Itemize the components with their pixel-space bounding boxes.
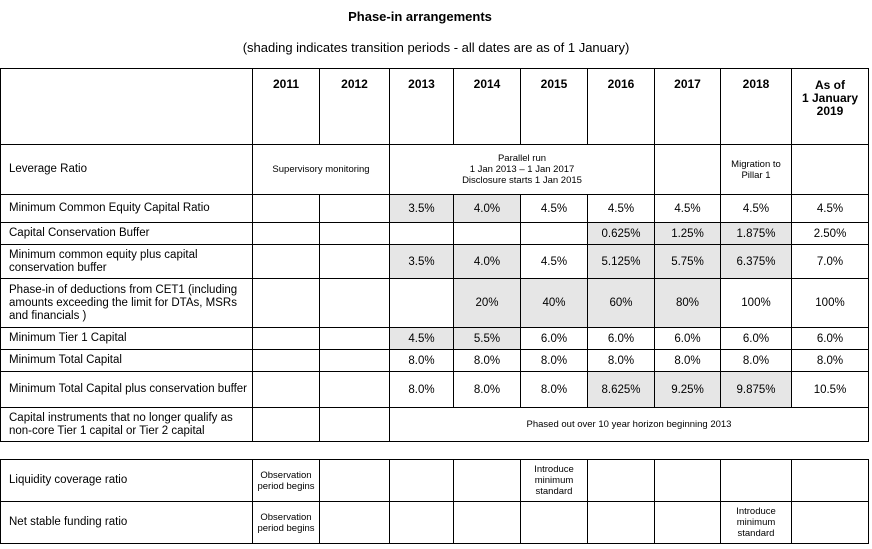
cell-empty xyxy=(320,372,390,408)
row-label: Minimum common equity plus capital conservation buffer xyxy=(1,245,253,279)
cell-empty xyxy=(792,145,869,195)
page-title: Phase-in arrangements xyxy=(348,9,492,24)
cell-value: 6.0% xyxy=(721,328,792,350)
cell-empty xyxy=(320,195,390,223)
cell-value: 10.5% xyxy=(792,372,869,408)
cell-empty xyxy=(320,502,390,544)
cell-empty xyxy=(320,328,390,350)
cell-empty xyxy=(320,460,390,502)
cell-value: 4.5% xyxy=(521,195,588,223)
cell-empty xyxy=(588,502,655,544)
col-2018: 2018 xyxy=(721,69,792,145)
cell-empty xyxy=(655,502,721,544)
cell-empty xyxy=(390,502,454,544)
cell-value: 4.5% xyxy=(390,328,454,350)
cell-value: 4.0% xyxy=(454,245,521,279)
row-label: Phase-in of deductions from CET1 (including amounts exceeding the limit for DTAs, MSRs and financials ) xyxy=(1,279,253,328)
cell-value: 4.5% xyxy=(588,195,655,223)
row-label: Liquidity coverage ratio xyxy=(1,460,253,502)
cell-value: 100% xyxy=(792,279,869,328)
cell-value: 1.875% xyxy=(721,223,792,245)
cell-empty xyxy=(253,279,320,328)
col-2012: 2012 xyxy=(320,69,390,145)
cell-empty xyxy=(253,372,320,408)
cell-empty xyxy=(390,279,454,328)
cell-value: 4.5% xyxy=(721,195,792,223)
liquidity-table xyxy=(0,459,869,544)
cell-empty xyxy=(320,245,390,279)
cell-value: 8.0% xyxy=(588,350,655,372)
migration-pillar1: Migration to Pillar 1 xyxy=(721,145,792,195)
cell-value: 8.625% xyxy=(588,372,655,408)
cell-empty xyxy=(253,223,320,245)
cell-value: 8.0% xyxy=(454,372,521,408)
cell-empty xyxy=(320,350,390,372)
cell-empty xyxy=(253,245,320,279)
col-2017: 2017 xyxy=(655,69,721,145)
cell-value: Introduce minimum standard xyxy=(721,502,792,544)
cell-value: 20% xyxy=(454,279,521,328)
cell-value: 9.25% xyxy=(655,372,721,408)
header-blank xyxy=(1,69,253,145)
cell-value: 8.0% xyxy=(454,350,521,372)
cell-empty xyxy=(521,223,588,245)
cell-value: 3.5% xyxy=(390,245,454,279)
col-2013: 2013 xyxy=(390,69,454,145)
row-label: Minimum Total Capital xyxy=(1,350,253,372)
cell-value: 6.0% xyxy=(792,328,869,350)
cell-empty xyxy=(655,460,721,502)
cell-value: 5.125% xyxy=(588,245,655,279)
row-label: Capital Conservation Buffer xyxy=(1,223,253,245)
cell-value: 9.875% xyxy=(721,372,792,408)
cell-value: 8.0% xyxy=(792,350,869,372)
cell-value: 6.0% xyxy=(655,328,721,350)
table-row xyxy=(1,195,869,223)
cell-value: 6.375% xyxy=(721,245,792,279)
table-row xyxy=(1,223,869,245)
cell-value: 4.0% xyxy=(454,195,521,223)
phase-in-table xyxy=(0,68,869,442)
header-row xyxy=(1,69,869,145)
row-label: Minimum Common Equity Capital Ratio xyxy=(1,195,253,223)
table-row xyxy=(1,328,869,350)
cell-value: 100% xyxy=(721,279,792,328)
cell-value: 6.0% xyxy=(521,328,588,350)
cell-value: 8.0% xyxy=(721,350,792,372)
supervisory-monitoring: Supervisory monitoring xyxy=(253,145,390,195)
col-2011: 2011 xyxy=(253,69,320,145)
cell-empty xyxy=(454,460,521,502)
cell-empty xyxy=(320,223,390,245)
cell-value: 80% xyxy=(655,279,721,328)
cell-empty xyxy=(454,223,521,245)
cell-value: 60% xyxy=(588,279,655,328)
cell-value: 1.25% xyxy=(655,223,721,245)
row-label: Minimum Total Capital plus conservation buffer xyxy=(1,372,253,408)
row-label: Capital instruments that no longer qualify as non-core Tier 1 capital or Tier 2 capital xyxy=(1,408,253,442)
cell-value: Introduce minimum standard xyxy=(521,460,588,502)
table-row xyxy=(1,372,869,408)
table-row xyxy=(1,279,869,328)
table-row xyxy=(1,502,869,544)
table-row xyxy=(1,408,869,442)
col-2014: 2014 xyxy=(454,69,521,145)
cell-value: 4.5% xyxy=(792,195,869,223)
cell-empty xyxy=(721,460,792,502)
cell-value: 8.0% xyxy=(521,372,588,408)
cell-value: 4.5% xyxy=(521,245,588,279)
cell-empty xyxy=(253,408,320,442)
table-row xyxy=(1,460,869,502)
cell-value: 6.0% xyxy=(588,328,655,350)
cell-empty xyxy=(792,460,869,502)
cell-value: 0.625% xyxy=(588,223,655,245)
row-label: Minimum Tier 1 Capital xyxy=(1,328,253,350)
cell-value: 2.50% xyxy=(792,223,869,245)
col-2016: 2016 xyxy=(588,69,655,145)
cell-value: 8.0% xyxy=(655,350,721,372)
col-2019: As of 1 January 2019 xyxy=(792,69,869,145)
cell-value: Observation period begins xyxy=(253,502,320,544)
col-2015: 2015 xyxy=(521,69,588,145)
cell-value: 8.0% xyxy=(390,372,454,408)
table-row xyxy=(1,245,869,279)
cell-empty xyxy=(390,223,454,245)
phased-out-note: Phased out over 10 year horizon beginning 2013 xyxy=(390,408,869,442)
table-row xyxy=(1,145,869,195)
cell-value: 8.0% xyxy=(390,350,454,372)
cell-empty xyxy=(320,279,390,328)
cell-empty xyxy=(454,502,521,544)
parallel-run: Parallel run 1 Jan 2013 – 1 Jan 2017 Disclosure starts 1 Jan 2015 xyxy=(390,145,655,195)
cell-value: 5.5% xyxy=(454,328,521,350)
cell-empty xyxy=(320,408,390,442)
cell-value: Observation period begins xyxy=(253,460,320,502)
cell-value: 3.5% xyxy=(390,195,454,223)
cell-empty xyxy=(792,502,869,544)
cell-empty xyxy=(655,145,721,195)
cell-value: 4.5% xyxy=(655,195,721,223)
cell-empty xyxy=(253,350,320,372)
cell-value: 5.75% xyxy=(655,245,721,279)
cell-empty xyxy=(521,502,588,544)
cell-value: 7.0% xyxy=(792,245,869,279)
row-label: Net stable funding ratio xyxy=(1,502,253,544)
cell-value: 8.0% xyxy=(521,350,588,372)
cell-empty xyxy=(253,195,320,223)
cell-empty xyxy=(588,460,655,502)
table-row xyxy=(1,350,869,372)
cell-empty xyxy=(253,328,320,350)
cell-empty xyxy=(390,460,454,502)
row-label: Leverage Ratio xyxy=(1,145,253,195)
cell-value: 40% xyxy=(521,279,588,328)
page-subtitle: (shading indicates transition periods - all dates are as of 1 January) xyxy=(242,40,630,55)
